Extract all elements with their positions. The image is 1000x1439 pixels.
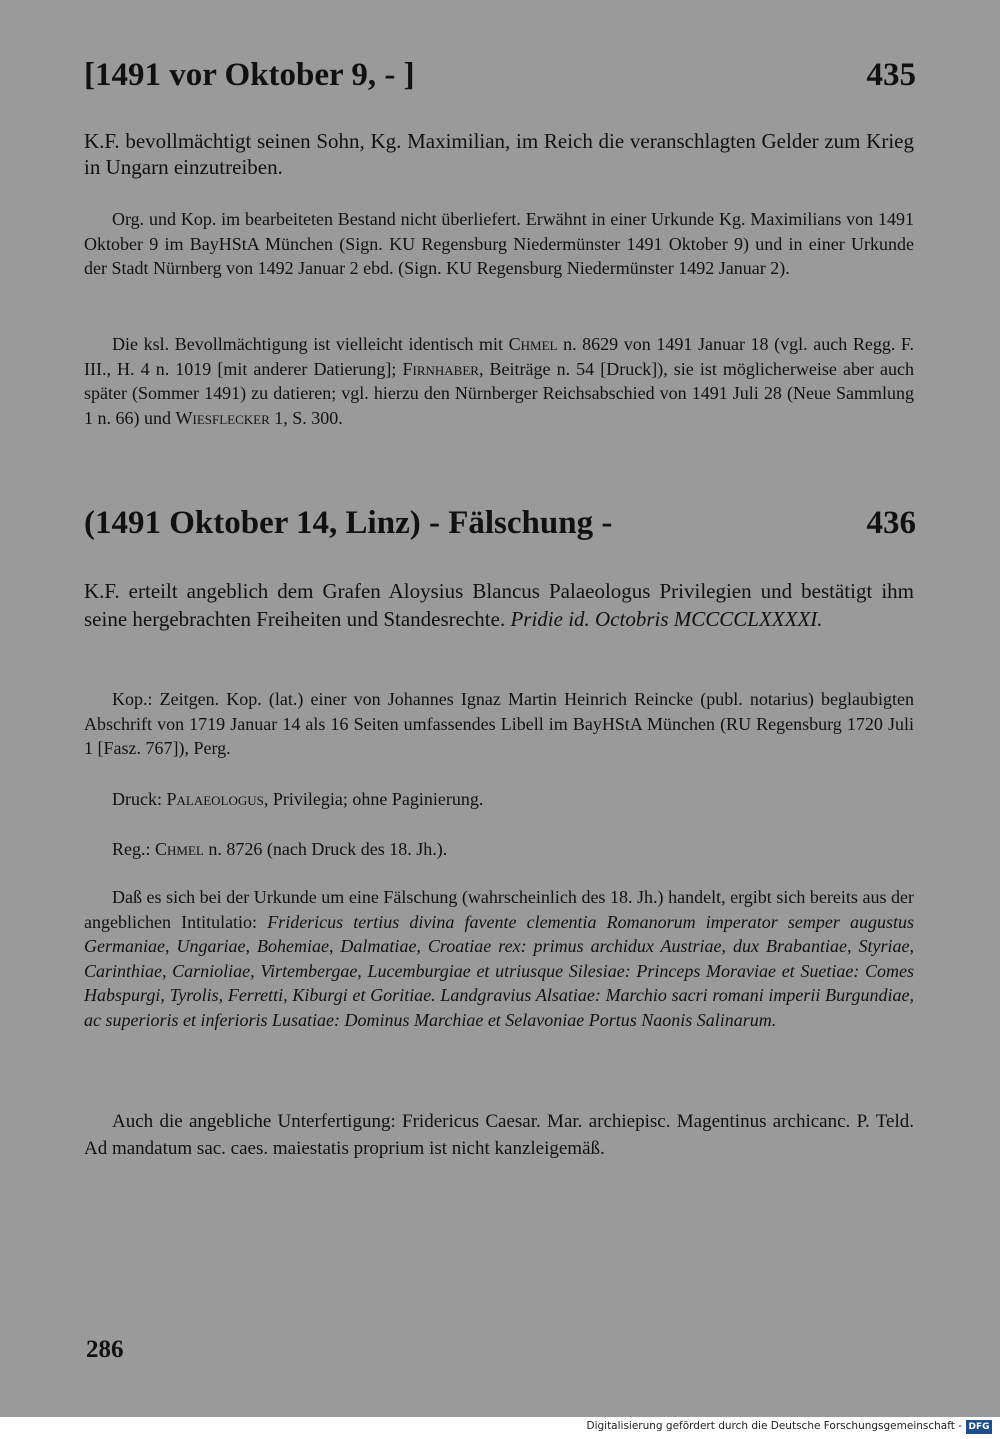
author-firnhaber: Firnhaber (402, 358, 479, 379)
entry-436-number: 436 (866, 505, 916, 541)
entry-436-note-kop: Kop.: Zeitgen. Kop. (lat.) einer von Johannes Ignaz Martin Heinrich Reincke (publ. notarius) beglaubigten Abschrift von 1719 Januar 14 als 16 Seiten umfassendes Libell im BayHStA München (RU Regensburg 1720 Juli 1 [Fasz. 767]), Perg. (84, 689, 914, 758)
entry-435-note-identification (84, 332, 914, 430)
footer-bar (0, 1417, 1000, 1439)
note-text: Die ksl. Bevollmächtigung ist vielleicht identisch mit (112, 334, 509, 354)
entry-435-heading (84, 55, 916, 95)
summary-dating: Pridie id. Octobris MCCCCLXXXXI. (510, 607, 823, 631)
note-text: , Beiträge n. 54 [Druck]), sie ist möglicherweise aber auch später (Sommer 1491) zu datieren; vgl. hierzu den Nürnberger Reichsabschied von 1491 Juli 28 (Neue Sammlung 1 n. 66) und (84, 358, 914, 428)
author-chmel: Chmel (508, 334, 558, 354)
author-wiesflecker: Wiesflecker (175, 407, 270, 428)
note-text: 1, S. 300. (269, 407, 343, 428)
entry-436-note-druck (84, 787, 914, 812)
entry-436-date: (1491 Oktober 14, Linz) - Fälschung - (84, 505, 613, 541)
note-text: , Privilegia; ohne Paginierung. (263, 789, 484, 809)
entry-435-date: [1491 vor Oktober 9, - ] (84, 57, 415, 93)
entry-436-note-reg (84, 837, 914, 862)
author-palaeologus: Palaeologus (166, 789, 264, 809)
note-text: n. 8726 (nach Druck des 18. Jh.). (203, 839, 448, 859)
entry-435-number: 435 (866, 57, 916, 93)
note-text: Daß es sich bei der Urkunde um eine Fälschung (wahrscheinlich des 18. Jh.) handelt, ergibt sich bereits aus der angeblichen Intitulatio: (84, 887, 914, 932)
footer-credit: Digitalisierung gefördert durch die Deutsche Forschungsgemeinschaft - (586, 1420, 962, 1432)
entry-436-note-unterfertigung: Auch die angebliche Unterfertigung: Fridericus Caesar. Mar. archiepisc. Magentinus archicanc. P. Teld. Ad mandatum sac. caes. maiestatis proprium ist nicht kanzleigemäß. (84, 1111, 914, 1159)
summary-text: K.F. erteilt angeblich dem Grafen Aloysius Blancus Palaeologus Privilegien und bestätigt ihm seine hergebrachten Freiheiten und Standesrechte. (84, 579, 914, 631)
page-number: 286 (86, 1336, 124, 1363)
intitulatio-quote: Fridericus tertius divina favente clementia Romanorum imperator semper augustus Germaniae, Ungariae, Bohemiae, Dalmatiae, Croatiae rex: primus archidux Austriae, dux Brabantiae, Styriae, Carinthiae, Carnioliae, Virtembergae, Lucemburgiae et utriusque Silesiae: Princeps Moraviae et Suetiae: Comes Habspurgi, Tyrolis, Ferretti, Kiburgi et Goritiae. Landgravius Alsatiae: Marchio sacri romani imperii Burgundiae, ac superioris et inferioris Lusatiae: Dominus Marchiae et Selavoniae Portus Naonis Salinarum. (84, 911, 915, 1030)
entry-436-heading (84, 503, 916, 543)
dfg-logo: DFG (966, 1420, 992, 1434)
author-chmel: Chmel (155, 839, 204, 859)
entry-436-summary (84, 577, 914, 633)
note-text: Reg.: (112, 839, 155, 859)
entry-435-note-transmission: Org. und Kop. im bearbeiteten Bestand nicht überliefert. Erwähnt in einer Urkunde Kg. Maximilians von 1491 Oktober 9 im BayHStA München (Sign. KU Regensburg Niedermünster 1491 Oktober 9) und in einer Urkunde der Stadt Nürnberg von 1492 Januar 2 ebd. (Sign. KU Regensburg Niedermünster 1492 Januar 2). (84, 209, 914, 278)
note-text: n. 8629 von 1491 Januar 18 (vgl. auch Regg. F. III., H. 4 n. 1019 [mit anderer Datierung]; (84, 334, 914, 379)
note-text: Druck: (112, 789, 167, 809)
entry-435-summary: K.F. bevollmächtigt seinen Sohn, Kg. Maximilian, im Reich die veranschlagten Gelder zum Krieg in Ungarn einzutreiben. (84, 129, 914, 179)
entry-436-note-falschung (84, 885, 914, 1032)
